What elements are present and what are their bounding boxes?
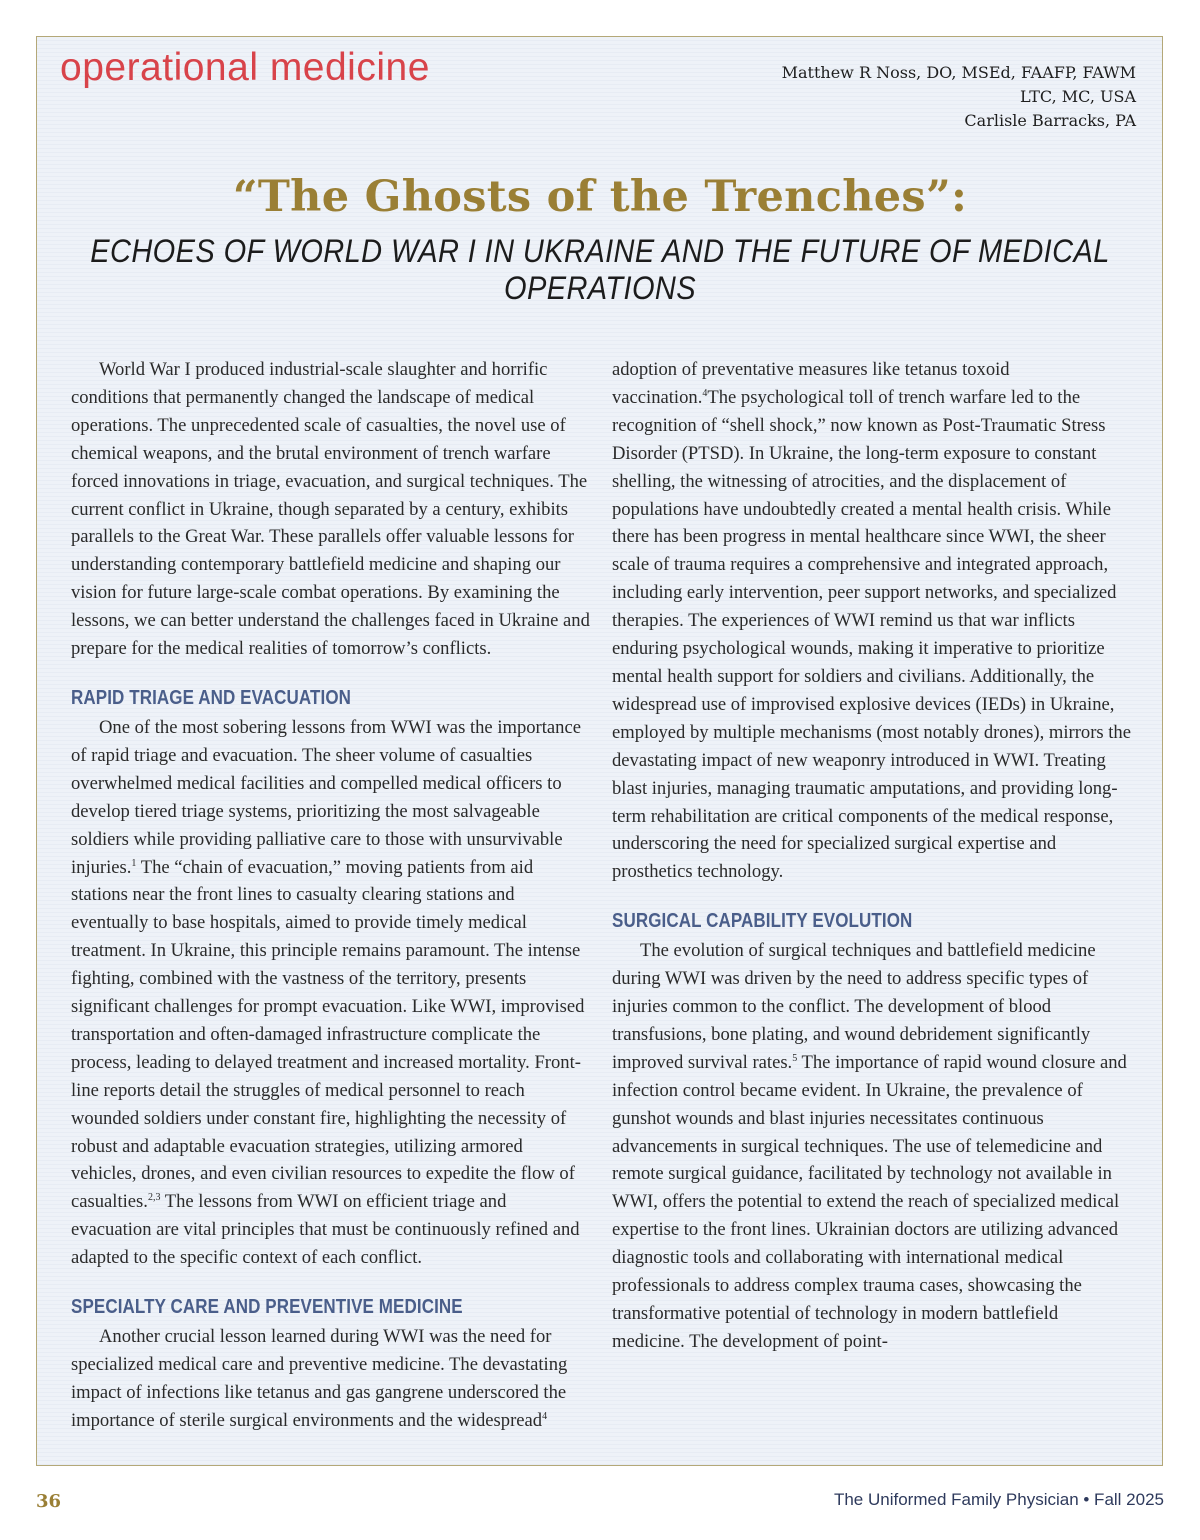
citation-ref: 4 xyxy=(542,1410,548,1422)
left-column xyxy=(71,356,591,1435)
specialty-text-1: Another crucial lesson learned during WWI was the need for specialized medical care and preventive medicine. The devastating impact of infections like tetanus and gas gangrene underscored the importance of sterile surgical environments and the widespread xyxy=(71,1326,568,1431)
triage-paragraph xyxy=(71,714,591,1272)
right-column xyxy=(612,356,1132,1356)
triage-text-2: The “chain of evacuation,” moving patients from aid stations near the front lines to casualty clearing stations and eventually to base hospitals, aimed to provide timely medical treatment. In Ukraine, this principle remains paramount. The intense fighting, combined with the vastness of the territory, presents significant challenges for prompt evacuation. Like WWI, improvised transportation and often-damaged infrastructure complicate the process, leading to delayed treatment and increased mortality. Front-line reports detail the struggles of medical personnel to reach wounded soldiers under constant fire, highlighting the necessity of robust and adaptable evacuation strategies, utilizing armored vehicles, drones, and even civilian resources to expedite the flow of casualties. xyxy=(71,856,585,1213)
specialty-text-2: The psychological toll of trench warfare led to the recognition of “shell shock,” now known as Post-Traumatic Stress Disorder (PTSD). In Ukraine, the long-term exposure to constant shelling, the witnessing of atrocities, and the displacement of populations have undoubtedly created a mental health crisis. While there has been progress in mental healthcare since WWI, the sheer scale of trauma requires a comprehensive and integrated approach, including early intervention, peer support networks, and specialized therapies. The experiences of WWI remind us that war inflicts enduring psychological wounds, making it imperative to prioritize mental health support for soldiers and civilians. Additionally, the widespread use of improvised explosive devices (IEDs) in Ukraine, employed by multiple mechanisms (most notably drones), mirrors the devastating impact of new weaponry introduced in WWI. Treating blast injuries, managing traumatic amputations, and providing long-term rehabilitation are critical components of the medical response, underscoring the need for specialized surgical expertise and prosthetics technology. xyxy=(612,386,1131,883)
triage-text-1: One of the most sobering lessons from WWI was the importance of rapid triage and evacuation. The sheer volume of casualties overwhelmed medical facilities and compelled medical officers to develop tiered triage systems, prioritizing the most salvageable soldiers while providing palliative care to those with unsurvivable injuries. xyxy=(71,716,581,878)
surgical-text-2: The importance of rapid wound closure and infection control became evident. In Ukraine, the prevalence of gunshot wounds and blast injuries necessitates continuous advancements in surgical techniques. The use of telemedicine and remote surgical guidance, facilitated by technology not available in WWI, offers the potential to extend the reach of specialized medical expertise to the front lines. Ukrainian doctors are utilizing advanced diagnostic tools and collaborating with international medical professionals to address complex trauma cases, showcasing the transformative potential of technology in modern battlefield medicine. The development of point- xyxy=(612,1051,1127,1352)
citation-ref: 4 xyxy=(702,387,708,399)
author-location: Carlisle Barracks, PA xyxy=(964,111,1136,130)
specialty-text-1: adoption of preventative measures like tetanus toxoid vaccination. xyxy=(612,359,1010,408)
section-heading-triage: RAPID TRIAGE AND EVACUATION xyxy=(71,686,352,709)
citation-ref: 1 xyxy=(131,857,137,869)
author-name: Matthew R Noss, DO, MSEd, FAAFP, FAWM xyxy=(781,63,1136,82)
citation-ref: 5 xyxy=(792,1052,798,1064)
citation-ref: 2,3 xyxy=(147,1192,161,1204)
surgical-paragraph xyxy=(612,937,1132,1356)
section-heading-specialty: SPECIALTY CARE AND PREVENTIVE MEDICINE xyxy=(71,1295,463,1318)
triage-text-3: The lessons from WWI on efficient triage and evacuation are vital principles that must be continuously refined and adapted to the specific context of each conflict. xyxy=(71,1191,580,1269)
page-number: 36 xyxy=(36,1491,62,1512)
article-subtitle: ECHOES OF WORLD WAR I IN UKRAINE AND THE FUTURE OF MEDICAL OPERATIONS xyxy=(90,234,1110,307)
author-block xyxy=(782,61,1136,133)
article-title: “The Ghosts of the Trenches”: xyxy=(232,172,968,222)
specialty-paragraph xyxy=(612,356,1132,886)
publication-footer: The Uniformed Family Physician • Fall 2025 xyxy=(833,1490,1164,1509)
surgical-text-1: The evolution of surgical techniques and battlefield medicine during WWI was driven by the need to address specific types of injuries common to the conflict. The development of blood transfusions, bone plating, and wound debridement significantly improved survival rates. xyxy=(612,940,1096,1073)
section-heading-surgical: SURGICAL CAPABILITY EVOLUTION xyxy=(612,909,913,932)
section-tag: operational medicine xyxy=(60,46,430,89)
specialty-paragraph xyxy=(71,1323,591,1435)
intro-paragraph: World War I produced industrial-scale slaughter and horrific conditions that permanently changed the landscape of medical operations. The unprecedented scale of casualties, the novel use of chemical weapons, and the brutal environment of trench warfare forced innovations in triage, evacuation, and surgical techniques. The current conflict in Ukraine, though separated by a century, exhibits parallels to the Great War. These parallels offer valuable lessons for understanding contemporary battlefield medicine and shaping our vision for future large-scale combat operations. By examining the lessons, we can better understand the challenges faced in Ukraine and prepare for the medical realities of tomorrow’s conflicts. xyxy=(71,359,590,660)
author-rank: LTC, MC, USA xyxy=(1019,87,1136,106)
